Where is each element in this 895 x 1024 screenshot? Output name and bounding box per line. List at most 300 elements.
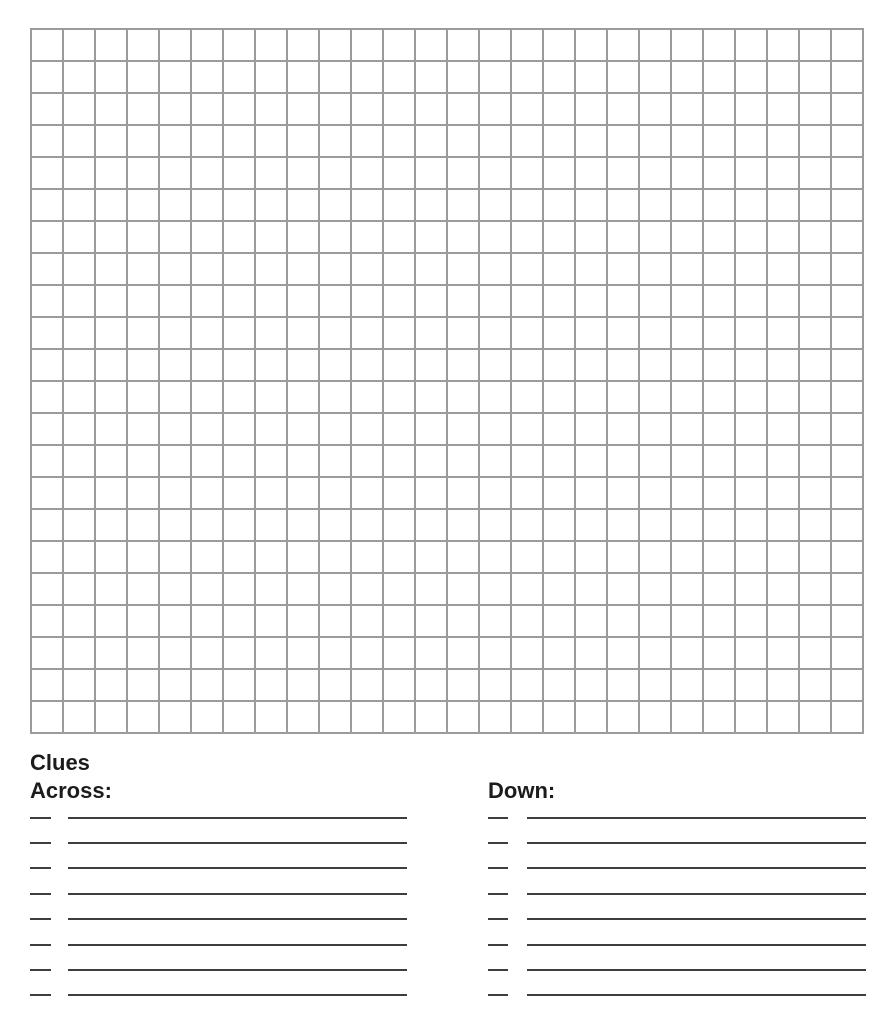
grid-cell: [767, 221, 799, 253]
grid-cell: [543, 669, 575, 701]
grid-cell: [543, 125, 575, 157]
grid-cell: [95, 701, 127, 733]
grid-cell: [447, 669, 479, 701]
grid-cell: [127, 445, 159, 477]
grid-cell: [351, 253, 383, 285]
grid-cell: [159, 509, 191, 541]
grid-cell: [255, 349, 287, 381]
grid-cell: [351, 349, 383, 381]
grid-cell: [415, 221, 447, 253]
grid-cell: [319, 253, 351, 285]
grid-cell: [607, 541, 639, 573]
grid-cell: [191, 509, 223, 541]
grid-cell: [735, 61, 767, 93]
grid-cell: [543, 541, 575, 573]
grid-cell: [575, 669, 607, 701]
clue-blank-row: [488, 881, 866, 906]
grid-cell: [319, 221, 351, 253]
grid-cell: [511, 125, 543, 157]
grid-cell: [543, 637, 575, 669]
grid-cell: [95, 61, 127, 93]
grid-cell: [511, 317, 543, 349]
grid-cell: [415, 701, 447, 733]
grid-cell: [703, 509, 735, 541]
grid-cell: [63, 349, 95, 381]
grid-cell: [831, 61, 863, 93]
clue-text-blank: [68, 867, 407, 869]
clue-number-blank: [488, 918, 508, 920]
grid-cell: [127, 93, 159, 125]
grid-cell: [735, 253, 767, 285]
grid-cell: [415, 669, 447, 701]
grid-cell: [127, 701, 159, 733]
grid-cell: [223, 445, 255, 477]
grid-cell: [95, 669, 127, 701]
grid-cell: [319, 637, 351, 669]
grid-cell: [127, 541, 159, 573]
grid-cell: [511, 381, 543, 413]
grid-cell: [383, 317, 415, 349]
grid-cell: [703, 381, 735, 413]
grid-cell: [159, 29, 191, 61]
grid-cell: [607, 477, 639, 509]
grid-cell: [351, 477, 383, 509]
grid-cell: [159, 253, 191, 285]
grid-cell: [287, 605, 319, 637]
grid-cell: [287, 445, 319, 477]
grid-cell: [287, 637, 319, 669]
grid-cell: [703, 125, 735, 157]
grid-cell: [383, 573, 415, 605]
grid-cell: [671, 605, 703, 637]
grid-cell: [479, 509, 511, 541]
grid-cell: [159, 349, 191, 381]
grid-cell: [31, 413, 63, 445]
clue-number-blank: [488, 969, 508, 971]
grid-cell: [831, 701, 863, 733]
grid-cell: [383, 189, 415, 221]
grid-cell: [191, 61, 223, 93]
grid-cell: [511, 669, 543, 701]
grid-cell: [127, 573, 159, 605]
clue-text-blank: [527, 842, 866, 844]
grid-cell: [511, 701, 543, 733]
grid-cell: [223, 701, 255, 733]
grid-cell: [383, 221, 415, 253]
grid-cell: [415, 253, 447, 285]
grid-cell: [351, 157, 383, 189]
grid-cell: [767, 125, 799, 157]
grid-cell: [639, 189, 671, 221]
grid-cell: [319, 605, 351, 637]
grid-cell: [447, 349, 479, 381]
grid-cell: [767, 541, 799, 573]
grid-cell: [383, 285, 415, 317]
grid-cell: [223, 509, 255, 541]
grid-cell: [383, 637, 415, 669]
grid-cell: [447, 413, 479, 445]
grid-cell: [319, 413, 351, 445]
grid-cell: [95, 541, 127, 573]
clue-number-blank: [30, 893, 51, 895]
grid-cell: [63, 285, 95, 317]
grid-cell: [415, 541, 447, 573]
grid-cell: [671, 93, 703, 125]
clue-number-blank: [488, 944, 508, 946]
grid-cell: [799, 349, 831, 381]
grid-cell: [703, 61, 735, 93]
grid-cell: [767, 285, 799, 317]
grid-cell: [543, 381, 575, 413]
grid-cell: [735, 541, 767, 573]
grid-cell: [31, 317, 63, 349]
grid-cell: [479, 29, 511, 61]
grid-cell: [287, 29, 319, 61]
grid-cell: [191, 125, 223, 157]
grid-cell: [223, 541, 255, 573]
grid-cell: [575, 445, 607, 477]
grid-cell: [159, 61, 191, 93]
grid-cell: [95, 509, 127, 541]
grid-cell: [639, 701, 671, 733]
grid-cell: [63, 637, 95, 669]
grid-cell: [319, 669, 351, 701]
grid-cell: [639, 125, 671, 157]
grid-cell: [447, 29, 479, 61]
grid-cell: [831, 445, 863, 477]
grid-cell: [671, 669, 703, 701]
grid-cell: [607, 349, 639, 381]
grid-cell: [543, 509, 575, 541]
grid-cell: [575, 61, 607, 93]
grid-cell: [479, 445, 511, 477]
grid-cell: [639, 509, 671, 541]
grid-cell: [319, 573, 351, 605]
grid-cell: [351, 61, 383, 93]
grid-cell: [159, 605, 191, 637]
grid-cell: [767, 189, 799, 221]
grid-cell: [255, 157, 287, 189]
grid-cell: [543, 285, 575, 317]
grid-cell: [703, 349, 735, 381]
grid-cell: [31, 637, 63, 669]
grid-cell: [607, 29, 639, 61]
grid-cell: [255, 669, 287, 701]
grid-cell: [191, 573, 223, 605]
grid-cell: [95, 445, 127, 477]
grid-cell: [127, 669, 159, 701]
grid-cell: [63, 701, 95, 733]
grid-cell: [703, 445, 735, 477]
grid-cell: [159, 637, 191, 669]
clue-text-blank: [527, 817, 866, 819]
grid-cell: [415, 413, 447, 445]
grid-cell: [447, 637, 479, 669]
grid-cell: [639, 477, 671, 509]
grid-cell: [223, 573, 255, 605]
grid-cell: [351, 637, 383, 669]
grid-cell: [447, 317, 479, 349]
grid-cell: [351, 317, 383, 349]
grid-cell: [351, 605, 383, 637]
grid-cell: [703, 573, 735, 605]
grid-cell: [671, 509, 703, 541]
grid-cell: [447, 61, 479, 93]
clue-text-blank: [527, 994, 866, 996]
grid-cell: [447, 701, 479, 733]
clue-blank-row: [488, 907, 866, 932]
grid-cell: [191, 221, 223, 253]
grid-cell: [639, 29, 671, 61]
grid-cell: [319, 445, 351, 477]
clue-text-blank: [68, 817, 407, 819]
grid-cell: [671, 573, 703, 605]
grid-cell: [159, 93, 191, 125]
grid-cell: [639, 541, 671, 573]
grid-cell: [607, 381, 639, 413]
grid-cell: [383, 477, 415, 509]
grid-cell: [319, 93, 351, 125]
grid-cell: [799, 573, 831, 605]
grid-cell: [63, 157, 95, 189]
grid-cell: [735, 125, 767, 157]
grid-cell: [63, 61, 95, 93]
grid-cell: [63, 93, 95, 125]
grid-cell: [383, 445, 415, 477]
grid-cell: [447, 477, 479, 509]
grid-cell: [767, 349, 799, 381]
grid-cell: [639, 637, 671, 669]
grid-cell: [415, 189, 447, 221]
grid-cell: [671, 253, 703, 285]
grid-cell: [351, 93, 383, 125]
grid-cell: [607, 669, 639, 701]
grid-cell: [127, 125, 159, 157]
grid-cell: [63, 381, 95, 413]
grid-cell: [351, 413, 383, 445]
grid-cell: [479, 93, 511, 125]
grid-cell: [639, 317, 671, 349]
grid-cell: [511, 221, 543, 253]
grid-cell: [639, 221, 671, 253]
grid-cell: [511, 413, 543, 445]
grid-cell: [63, 445, 95, 477]
grid-cell: [447, 157, 479, 189]
clue-blank-row: [30, 856, 407, 881]
grid-cell: [607, 573, 639, 605]
grid-cell: [703, 413, 735, 445]
grid-cell: [191, 317, 223, 349]
grid-cell: [479, 189, 511, 221]
grid-cell: [575, 637, 607, 669]
grid-cell: [415, 477, 447, 509]
grid-cell: [351, 29, 383, 61]
grid-cell: [735, 381, 767, 413]
grid-cell: [671, 445, 703, 477]
grid-cell: [735, 93, 767, 125]
grid-cell: [127, 253, 159, 285]
grid-cell: [287, 541, 319, 573]
clue-blank-row: [30, 805, 407, 830]
grid-cell: [703, 29, 735, 61]
grid-cell: [223, 381, 255, 413]
grid-cell: [479, 253, 511, 285]
grid-cell: [191, 605, 223, 637]
grid-cell: [607, 253, 639, 285]
grid-cell: [639, 285, 671, 317]
clue-number-blank: [488, 994, 508, 996]
grid-cell: [95, 125, 127, 157]
grid-cell: [127, 413, 159, 445]
grid-cell: [191, 541, 223, 573]
grid-cell: [127, 637, 159, 669]
grid-cell: [415, 317, 447, 349]
clue-text-blank: [527, 969, 866, 971]
grid-cell: [287, 669, 319, 701]
grid-cell: [767, 701, 799, 733]
grid-cell: [831, 189, 863, 221]
grid-cell: [767, 445, 799, 477]
grid-cell: [159, 701, 191, 733]
grid-cell: [767, 637, 799, 669]
grid-cell: [799, 477, 831, 509]
grid-cell: [543, 157, 575, 189]
grid-cell: [255, 381, 287, 413]
grid-cell: [383, 349, 415, 381]
grid-cell: [831, 637, 863, 669]
grid-cell: [639, 349, 671, 381]
grid-cell: [767, 605, 799, 637]
grid-cell: [511, 29, 543, 61]
down-clue-blanks: [488, 805, 866, 1008]
grid-cell: [735, 317, 767, 349]
grid-cell: [799, 125, 831, 157]
grid-cell: [255, 605, 287, 637]
grid-cell: [543, 701, 575, 733]
grid-cell: [671, 701, 703, 733]
grid-cell: [767, 413, 799, 445]
grid-cell: [447, 573, 479, 605]
grid-cell: [543, 445, 575, 477]
grid-cell: [703, 477, 735, 509]
clue-number-blank: [30, 918, 51, 920]
grid-cell: [287, 189, 319, 221]
grid-cell: [607, 285, 639, 317]
grid-cell: [703, 605, 735, 637]
grid-cell: [607, 317, 639, 349]
grid-cell: [63, 573, 95, 605]
grid-cell: [63, 221, 95, 253]
grid-cell: [831, 669, 863, 701]
grid-cell: [575, 221, 607, 253]
clue-number-blank: [488, 867, 508, 869]
grid-cell: [255, 93, 287, 125]
grid-cell: [735, 701, 767, 733]
grid-cell: [159, 189, 191, 221]
grid-cell: [31, 125, 63, 157]
grid-cell: [447, 93, 479, 125]
grid-cell: [735, 29, 767, 61]
grid-cell: [607, 637, 639, 669]
grid-cell: [31, 285, 63, 317]
grid-cell: [671, 477, 703, 509]
grid-cell: [799, 637, 831, 669]
grid-cell: [351, 189, 383, 221]
grid-cell: [767, 669, 799, 701]
grid-cell: [287, 573, 319, 605]
grid-cell: [287, 349, 319, 381]
grid-cell: [319, 125, 351, 157]
grid-cell: [735, 157, 767, 189]
grid-cell: [95, 573, 127, 605]
clue-blank-row: [488, 830, 866, 855]
grid-cell: [319, 701, 351, 733]
clue-number-blank: [488, 817, 508, 819]
grid-cell: [703, 221, 735, 253]
grid-cell: [479, 573, 511, 605]
grid-cell: [255, 125, 287, 157]
grid-cell: [767, 61, 799, 93]
grid-cell: [575, 157, 607, 189]
clue-blank-row: [488, 856, 866, 881]
grid-cell: [127, 381, 159, 413]
grid-cell: [95, 253, 127, 285]
grid-cell: [415, 61, 447, 93]
grid-cell: [255, 509, 287, 541]
grid-cell: [63, 541, 95, 573]
grid-cell: [767, 381, 799, 413]
grid-cell: [479, 125, 511, 157]
grid-cell: [799, 253, 831, 285]
grid-cell: [543, 605, 575, 637]
grid-cell: [127, 285, 159, 317]
grid-cell: [191, 669, 223, 701]
grid-cell: [671, 285, 703, 317]
grid-cell: [543, 93, 575, 125]
grid-cell: [319, 29, 351, 61]
grid-cell: [383, 605, 415, 637]
grid-cell: [575, 189, 607, 221]
grid-cell: [415, 285, 447, 317]
grid-cell: [511, 285, 543, 317]
grid-cell: [95, 189, 127, 221]
grid-cell: [831, 317, 863, 349]
grid-cell: [479, 317, 511, 349]
clue-blank-row: [30, 983, 407, 1008]
clue-blank-row: [488, 983, 866, 1008]
clue-number-blank: [30, 994, 51, 996]
grid-cell: [31, 509, 63, 541]
grid-cell: [319, 541, 351, 573]
grid-cell: [223, 637, 255, 669]
grid-cell: [63, 189, 95, 221]
clue-blank-row: [30, 932, 407, 957]
grid-cell: [63, 29, 95, 61]
grid-cell: [127, 61, 159, 93]
grid-cell: [159, 541, 191, 573]
grid-cell: [447, 189, 479, 221]
grid-cell: [799, 413, 831, 445]
grid-cell: [255, 477, 287, 509]
grid-cell: [447, 253, 479, 285]
clue-text-blank: [68, 893, 407, 895]
grid-cell: [639, 669, 671, 701]
grid-cell: [575, 253, 607, 285]
clue-number-blank: [30, 944, 51, 946]
grid-cell: [31, 573, 63, 605]
grid-cell: [63, 317, 95, 349]
grid-cell: [159, 125, 191, 157]
